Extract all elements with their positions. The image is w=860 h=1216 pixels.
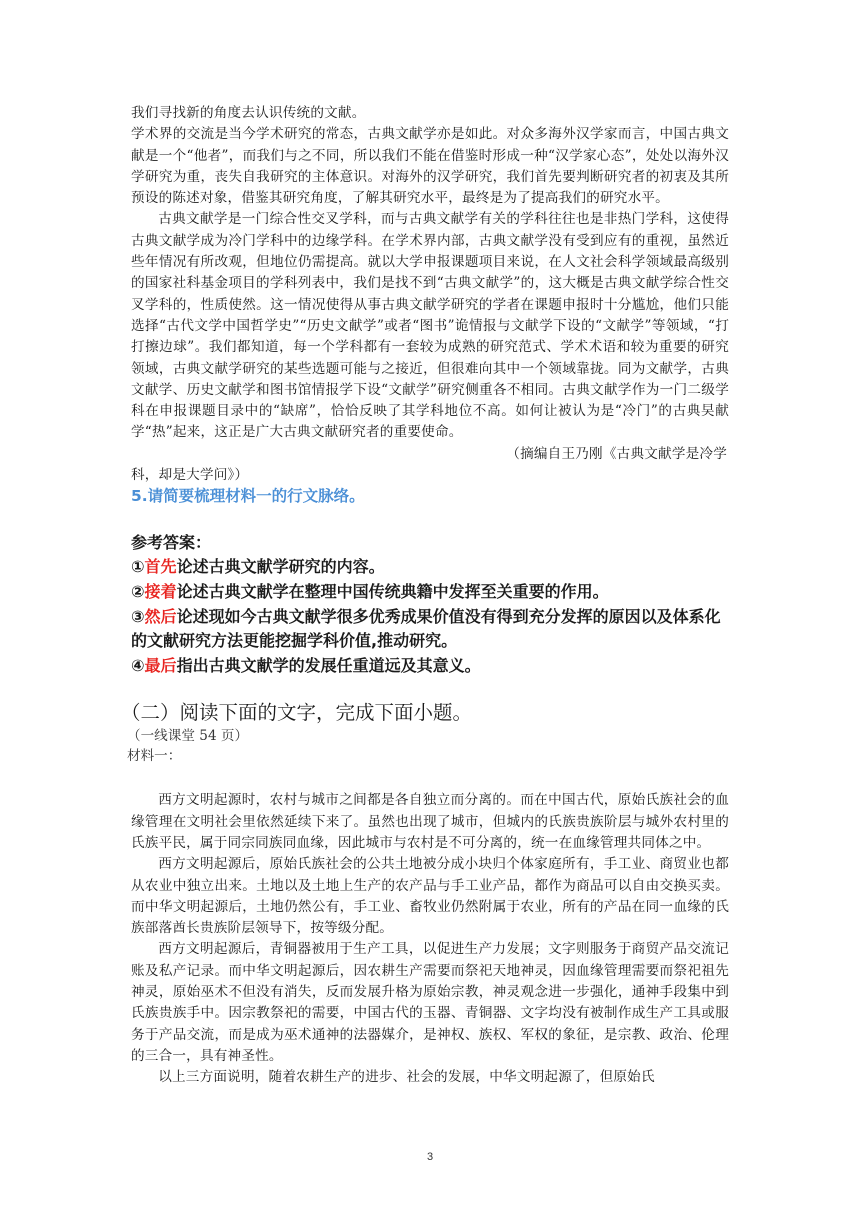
answer-item: ③然后论述现如今古典文献学很多优秀成果价值没有得到充分发挥的原因以及体系化的文献研究方法更能挖掘学科价值,推动研究。 — [131, 606, 721, 651]
question-5: 5.请简要梳理材料一的行文脉络。 — [131, 487, 365, 506]
answer-keyword: 最后 — [144, 655, 177, 675]
material-label: 材料一： — [127, 748, 182, 765]
paragraph: 西方文明起源后，青铜器被用于生产工具，以促进生产力发展；文字则服务于商贸产品交流记账及私产记录。而中华文明起源后，因农耕生产需要而祭祀天地神灵，因血缘管理需要而祭祀祖先神灵，原始巫术不但没有消失，反而发展升格为原始宗教，神灵观念进一步强化，通神手段集中到氏族贵族手中。因宗教祭祀的需要，中国古代的玉器、青铜器、文字均没有被制作成生产工具或服务于产品交流，而是成为巫术通神的法器媒介，是神权、族权、军权的象征，是宗教、政治、伦理的三合一，具有神圣性。 — [131, 941, 729, 1064]
paragraph: 以上三方面说明，随着农耕生产的进步、社会的发展，中华文明起源了，但原始氏 — [158, 1069, 655, 1086]
material-text-top — [131, 103, 729, 486]
answer-keyword: 首先 — [144, 557, 177, 577]
paragraph: 西方文明起源后，原始氏族社会的公共土地被分成小块归个体家庭所有，手工业、商贸业也都从农业中独立出来。土地以及土地上生产的农产品与手工业产品，都作为商品可以自由交换买卖。而中华文明起源后，土地仍然公有，手工业、畜牧业仍然附属于农业，所有的产品在同一血缘的氏族部落酋长贵族阶层领导下，按等级分配。 — [131, 856, 729, 937]
answer-item: ①首先论述古典文献学研究的内容。 — [131, 557, 385, 577]
answer-list — [131, 555, 729, 678]
answer-item: ④最后指出古典文献学的发展任重道远及其意义。 — [131, 655, 481, 675]
source-citation-cont: 科，却是大学问》） — [131, 467, 249, 484]
paragraph: 古典文献学是一门综合性交叉学科，而与古典文献学有关的学科往往也是非热门学科，这使得古典文献学成为冷门学科中的边缘学科。在学术界内部，古典文献学没有受到应有的重视，虽然近些年情况有所改观，但地位仍需提高。就以大学申报课题项目来说，在人文社会科学领域最高级别的国家社科基金项目的学科列表中，我们是找不到“古典文献学”的，这大概是古典文献学综合性交叉学科的，性质使然。这一情况使得从事古典文献学研究的学者在课题申报时十分尴尬，他们只能选择“古代文学中国哲学史”“历史文献学”或者“图书”诡情报与文献学下设的“文献学”等领域，“打打擦边球”。我们都知道，每一个学科都有一套较为成熟的研究范式、学术术语和较为重要的研究领域，古典文献学研究的某些选题可能与之接近，但很难向其中一个领域靠拢。同为文献学，古典文献学、历史文献学和图书馆情报学下设“文献学”研究侧重各不相同。古典文献学作为一门二级学科在申报课题目录中的“缺席”，恰恰反映了其学科地位不高。如何让被认为是“冷门”的古典旲献学“热”起来，这正是广大古典文献研究者的重要使命。 — [131, 211, 729, 441]
paragraph: 我们寻找新的角度去认识传统的文献。 — [131, 105, 366, 121]
section-title: （二）阅读下面的文字，完成下面小题。 — [121, 701, 473, 725]
paragraph: 西方文明起源时，农村与城市之间都是各自独立而分离的。而在中国古代，原始氏族社会的血缘管理在文明社会里依然延续下来了。虽然也出现了城市，但城内的氏族贵族阶层与城外农村里的氏族平民，属于同宗同族同血缘，因此城市与农村是不可分离的，统一在血缘管理共同体之中。 — [131, 792, 729, 851]
section-subtitle: （一线课堂 54 页） — [127, 728, 249, 745]
page-content — [121, 103, 729, 1088]
paragraph: 学术界的交流是当今学术研究的常态，古典文献学亦是如此。对众多海外汉学家而言，中国古典文献是一个“他者”，而我们与之不同，所以我们不能在借鉴时形成一种“汉学家心态”，处处以海外汉学研究为重，丧失自我研究的主体意识。对海外的汉学研究，我们首先要判断研究者的初衷及其所预设的陈述对象，借鉴其研究角度，了解其研究水平，最终是为了提高我们的研究水平。 — [131, 126, 729, 207]
material-text-bottom — [131, 790, 729, 1088]
answer-heading: 参考答案： — [131, 533, 212, 553]
answer-keyword: 接着 — [144, 581, 177, 601]
answer-item: ②接着论述古典文献学在整理中国传统典籍中发挥至关重要的作用。 — [131, 581, 609, 601]
page-number: 3 — [426, 1151, 434, 1163]
source-citation: （摘编自王乃刚《古典文献学是冷学 — [506, 445, 727, 462]
answer-keyword: 然后 — [144, 606, 177, 626]
